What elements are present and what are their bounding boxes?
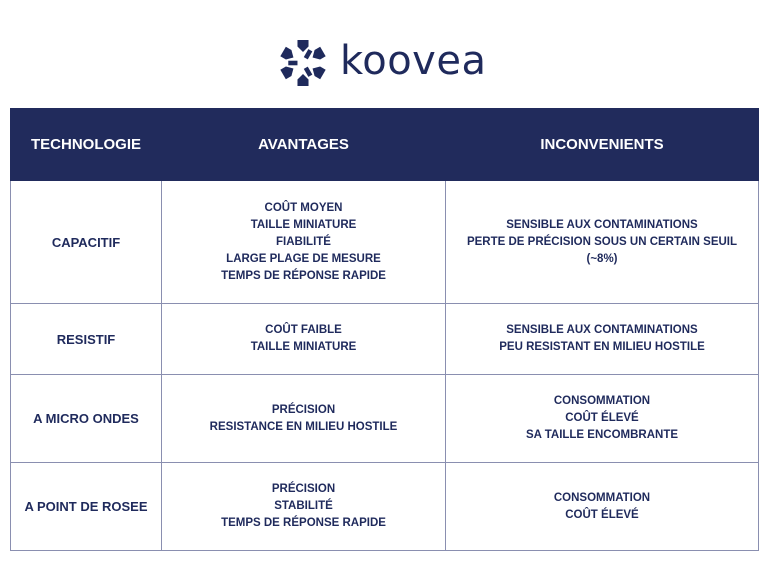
drawback-item: COÛT ÉLEVÉ xyxy=(565,412,639,424)
advantages-cell xyxy=(162,181,446,304)
drawback-item: SENSIBLE AUX CONTAMINATIONS xyxy=(506,324,698,336)
advantage-item: COÛT FAIBLE xyxy=(265,324,342,336)
drawback-item: SENSIBLE AUX CONTAMINATIONS xyxy=(506,218,698,231)
advantage-item: TEMPS DE RÉPONSE RAPIDE xyxy=(221,269,386,282)
drawbacks-cell xyxy=(446,463,759,551)
header-advantages: AVANTAGES xyxy=(162,109,446,181)
advantage-item: PRÉCISION xyxy=(271,403,336,416)
drawbacks-cell xyxy=(446,304,759,375)
header-drawbacks: INCONVENIENTS xyxy=(446,109,759,181)
brand-logo xyxy=(280,36,486,90)
advantage-item: FIABILITÉ xyxy=(276,235,331,248)
technology-comparison-table xyxy=(10,108,759,551)
technology-cell: A POINT DE ROSEE xyxy=(11,463,162,551)
table-row xyxy=(11,463,759,551)
advantage-item: TAILLE MINIATURE xyxy=(250,341,357,353)
drawback-item: PERTE DE PRÉCISION SOUS UN CERTAIN SEUIL xyxy=(466,235,738,248)
drawbacks-cell xyxy=(446,181,759,304)
advantage-item: RESISTANCE EN MILIEU HOSTILE xyxy=(209,420,398,433)
drawback-item: SA TAILLE ENCOMBRANTE xyxy=(525,429,679,441)
brand-name: koovea xyxy=(340,38,487,84)
drawbacks-cell xyxy=(446,375,759,463)
table-row xyxy=(11,304,759,375)
advantages-cell xyxy=(162,304,446,375)
table-row xyxy=(11,375,759,463)
table-header-row xyxy=(11,109,759,181)
technology-cell: CAPACITIF xyxy=(11,181,162,304)
advantages-cell xyxy=(162,375,446,463)
koovea-logo-icon xyxy=(280,38,326,88)
drawback-item: PEU RESISTANT EN MILIEU HOSTILE xyxy=(499,341,705,353)
drawback-item: CONSOMMATION xyxy=(553,395,651,407)
drawback-item: (~8%) xyxy=(586,252,618,265)
table-row xyxy=(11,181,759,304)
drawback-item: COÛT ÉLEVÉ xyxy=(565,508,639,521)
advantage-item: PRÉCISION xyxy=(271,483,336,495)
advantages-cell xyxy=(162,463,446,551)
advantage-item: STABILITÉ xyxy=(274,500,333,512)
advantage-item: LARGE PLAGE DE MESURE xyxy=(226,252,381,265)
header-technology: TECHNOLOGIE xyxy=(11,109,162,181)
advantage-item: TAILLE MINIATURE xyxy=(250,218,357,231)
advantage-item: TEMPS DE RÉPONSE RAPIDE xyxy=(221,517,386,529)
drawback-item: CONSOMMATION xyxy=(553,491,651,504)
technology-cell: A MICRO ONDES xyxy=(11,375,162,463)
technology-cell: RESISTIF xyxy=(11,304,162,375)
advantage-item: COÛT MOYEN xyxy=(264,201,343,214)
